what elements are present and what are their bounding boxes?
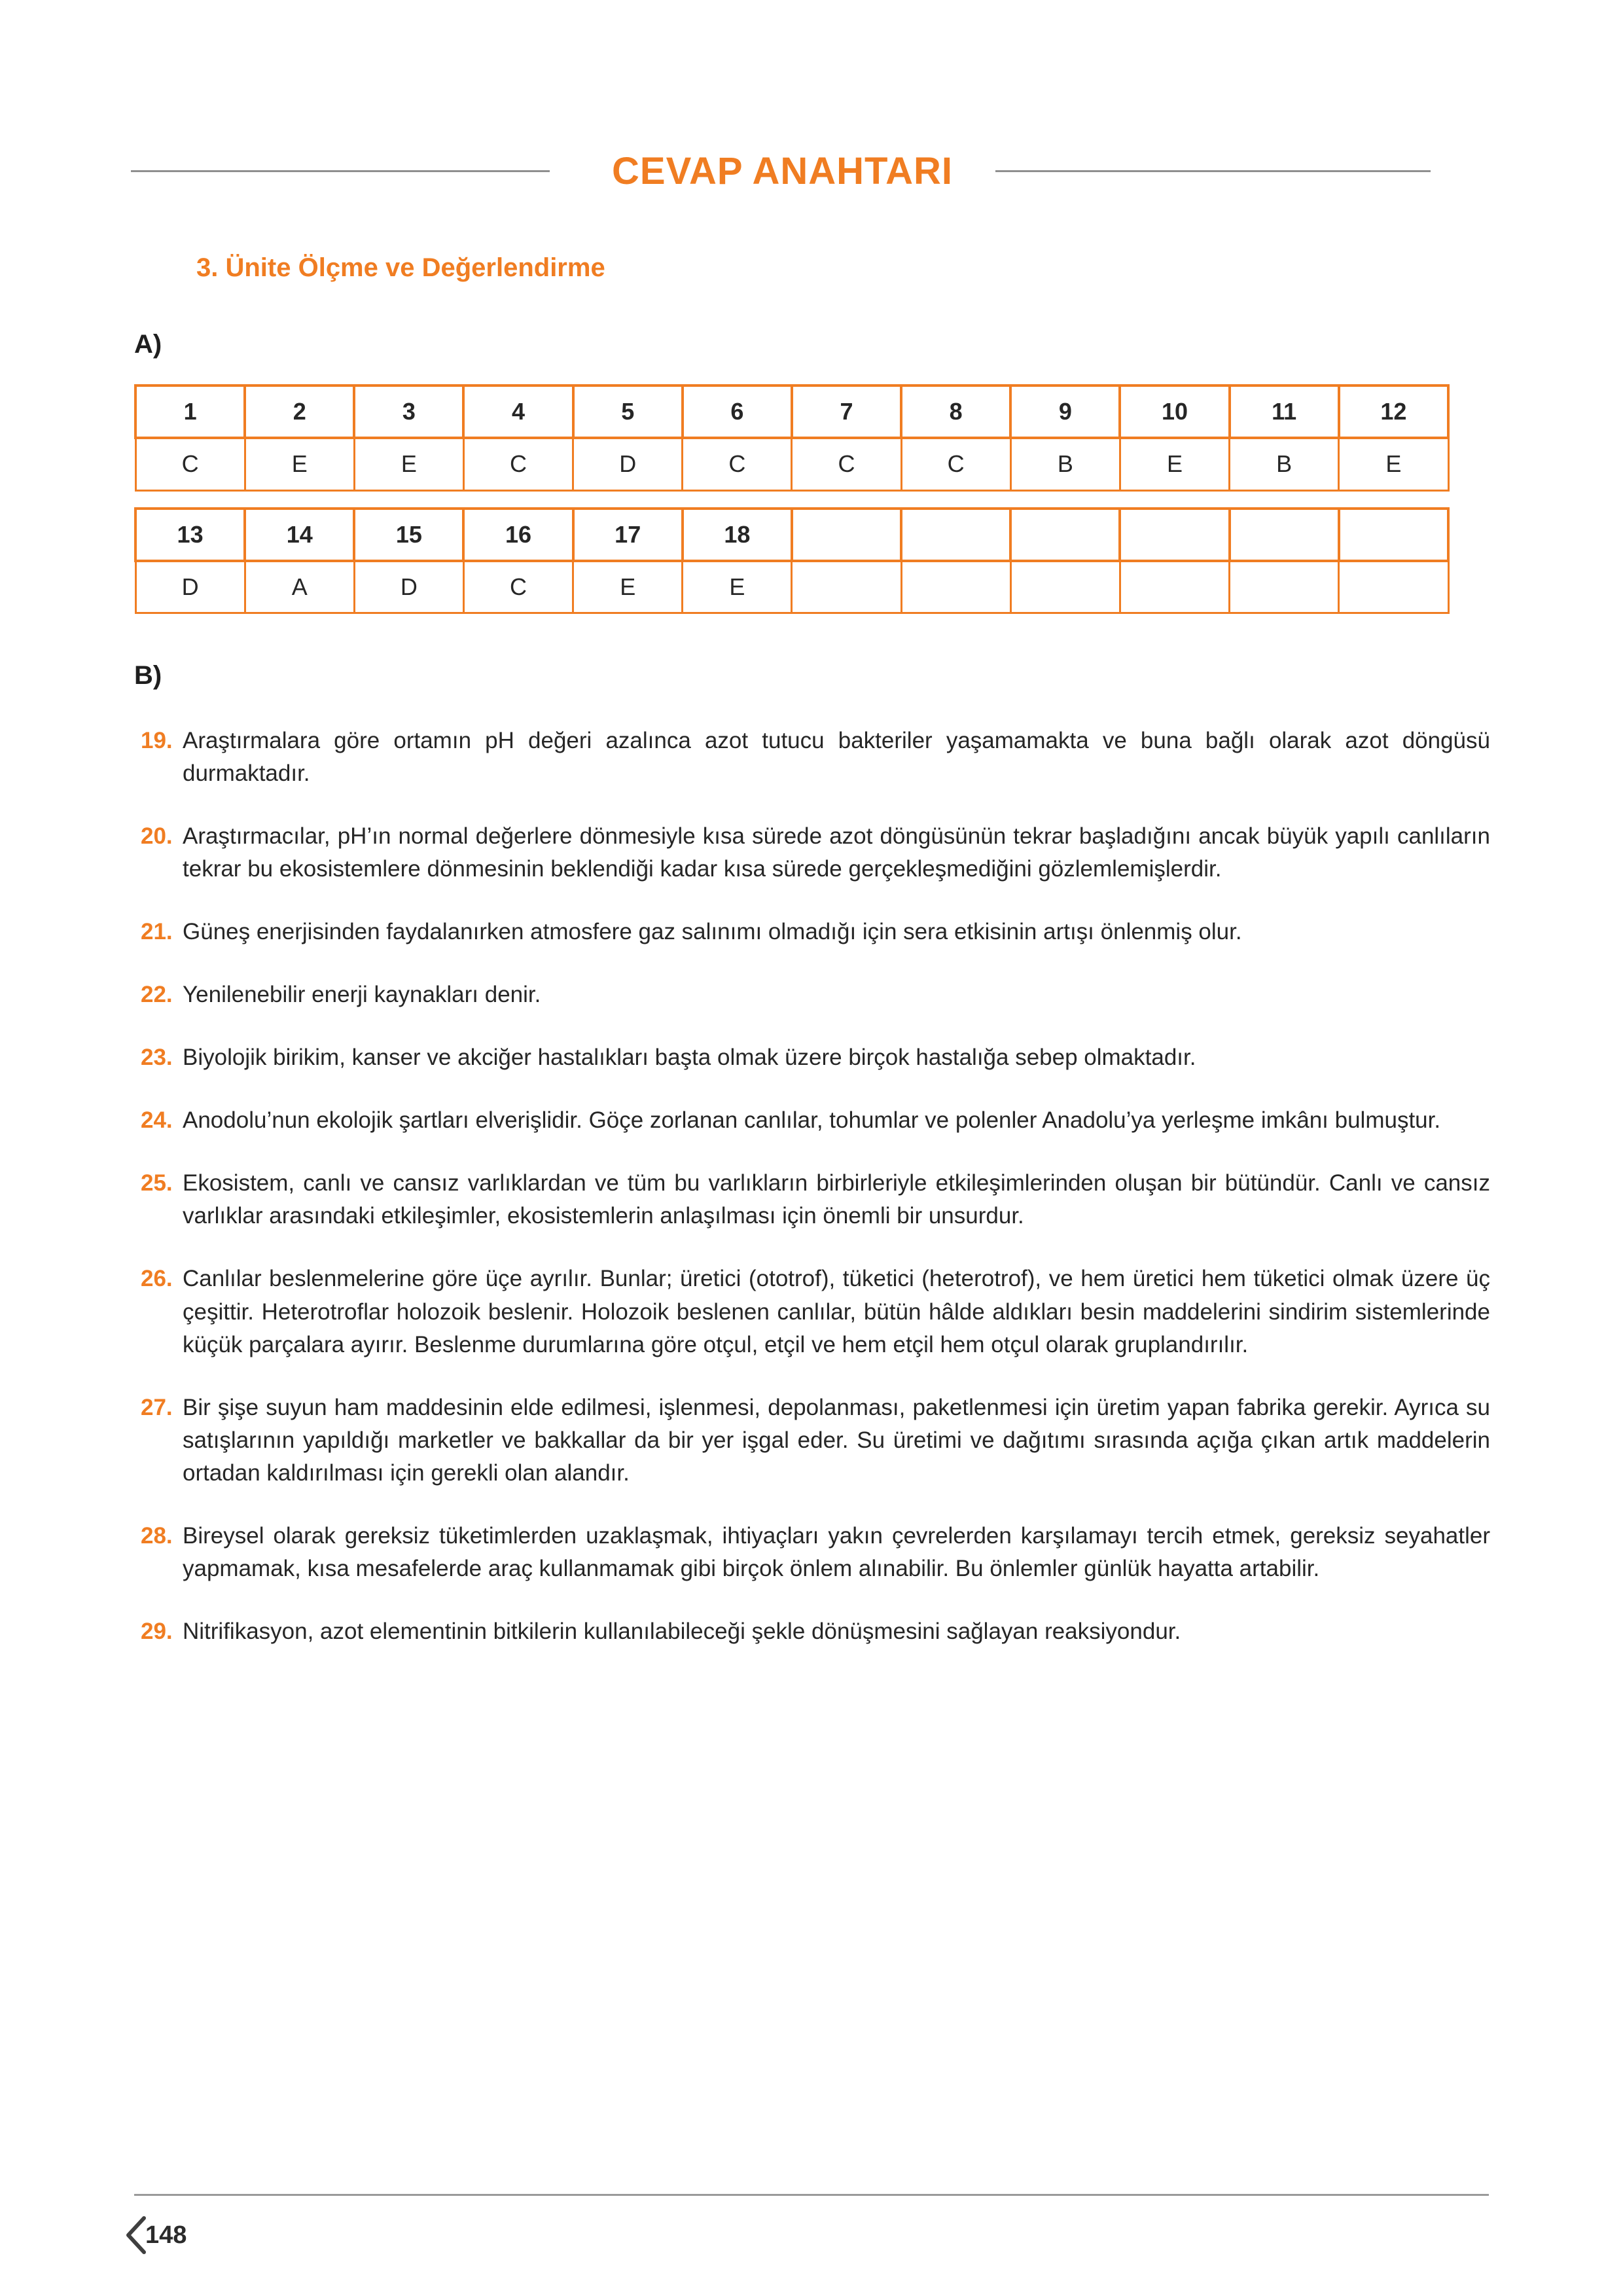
table-cell xyxy=(1230,509,1339,561)
table-cell: C xyxy=(792,438,901,490)
table-cell xyxy=(1120,509,1229,561)
table-cell xyxy=(1120,561,1229,613)
table-cell: B xyxy=(1230,438,1339,490)
answer-number: 26. xyxy=(141,1266,173,1292)
answer-list xyxy=(141,725,1490,1648)
table-cell: C xyxy=(463,438,573,490)
answer-number: 24. xyxy=(141,1107,173,1134)
answer-number: 28. xyxy=(141,1522,173,1549)
table-row-headers xyxy=(135,386,1448,438)
answer-text: Yenilenebilir enerji kaynakları denir. xyxy=(183,982,541,1008)
table-cell: 5 xyxy=(573,386,683,438)
table-cell: C xyxy=(901,438,1010,490)
answer-text: Araştırmalara göre ortamın pH değeri azalınca azot tutucu bakteriler yaşamamakta ve buna bağlı olarak azot döngüsü durmaktadır. xyxy=(183,728,1490,787)
table-cell: E xyxy=(245,438,354,490)
answer-text: Biyolojik birikim, kanser ve akciğer hastalıkları başta olmak üzere birçok hastalığa sebep olmaktadır. xyxy=(183,1045,1196,1071)
table-cell xyxy=(901,509,1010,561)
page-number-block xyxy=(123,2215,187,2255)
table-cell: 10 xyxy=(1120,386,1229,438)
section-a-label: A) xyxy=(134,330,162,359)
table-cell: E xyxy=(573,561,683,613)
table-cell xyxy=(1010,509,1120,561)
answer-text: Bir şişe suyun ham maddesinin elde edilmesi, işlenmesi, depolanması, paketlenmesi için üretim yapan fabrika gerekir. Ayrıca su satışlarının yapıldığı marketler ve bakkallar da bir yer işgal eder. Su üretimi ve dağıtımı sırasında açığa çıkan artık maddelerin ortadan kaldırılması için gerekli olan alandır. xyxy=(183,1394,1490,1486)
title-divider-right xyxy=(995,170,1431,172)
answer-text: Canlılar beslenmelerine göre üçe ayrılır. Bunlar; üretici (ototrof), tüketici (heterotrof), ve hem üretici hem tüketici olmak üzere üç çeşittir. Heterotroflar holozoik beslenir. Holozoik beslenen canlılar, bütün hâlde aldıkları besin maddelerini sindirim sistemlerinde küçük parçalara ayırır. Beslenme durumlarına göre otçul, etçil ve hem etçil hem otçul olarak gruplandırılır. xyxy=(183,1266,1490,1357)
table-cell xyxy=(1230,561,1339,613)
table-cell: E xyxy=(354,438,463,490)
table-cell xyxy=(1339,509,1448,561)
answer-number: 22. xyxy=(141,982,173,1008)
table-cell: D xyxy=(135,561,245,613)
answer-item xyxy=(141,916,1490,948)
answer-number: 20. xyxy=(141,823,173,850)
table-cell: 18 xyxy=(683,509,792,561)
table-cell: 14 xyxy=(245,509,354,561)
answer-text: Ekosistem, canlı ve cansız varlıklardan ve tüm bu varlıkların birbirleriyle etkileşimlerinden oluşan bir bütündür. Canlı ve cansız varlıklar arasındaki etkileşimler, ekosistemlerin anlaşılması için önemli bir unsurdur. xyxy=(183,1170,1490,1229)
answer-tables xyxy=(134,384,1450,614)
answer-item xyxy=(141,1104,1490,1137)
table-cell: 4 xyxy=(463,386,573,438)
answer-item xyxy=(141,820,1490,886)
table-cell: 16 xyxy=(463,509,573,561)
table-cell: E xyxy=(683,561,792,613)
title-row xyxy=(0,0,1623,193)
section-b-label: B) xyxy=(134,661,162,690)
table-cell: D xyxy=(354,561,463,613)
table-cell: C xyxy=(683,438,792,490)
answer-item xyxy=(141,1041,1490,1074)
table-cell xyxy=(792,561,901,613)
table-row-answers xyxy=(135,438,1448,490)
answer-item xyxy=(141,1520,1490,1585)
page-number: 148 xyxy=(145,2221,187,2249)
answer-text: Bireysel olarak gereksiz tüketimlerden uzaklaşmak, ihtiyaçları yakın çevrelerden karşılamayı tercih etmek, gereksiz seyahatler yapmamak, kısa mesafelerde araç kullanmamak gibi birçok önlem alınabilir. Bu önlemler günlük hayatta artabilir. xyxy=(183,1522,1490,1581)
table-row-headers xyxy=(135,509,1448,561)
table-cell: 11 xyxy=(1230,386,1339,438)
table-cell: B xyxy=(1010,438,1120,490)
answer-item xyxy=(141,1167,1490,1232)
table-cell: 6 xyxy=(683,386,792,438)
page-title: CEVAP ANAHTARI xyxy=(612,150,953,192)
answer-number: 21. xyxy=(141,919,173,945)
table-cell: 9 xyxy=(1010,386,1120,438)
table-row-answers xyxy=(135,561,1448,613)
table-cell: C xyxy=(135,438,245,490)
table-cell xyxy=(901,561,1010,613)
table-cell xyxy=(1339,561,1448,613)
answer-item xyxy=(141,978,1490,1011)
title-divider-left xyxy=(131,170,550,172)
answer-text: Güneş enerjisinden faydalanırken atmosfere gaz salınımı olmadığı için sera etkisinin artışı önlenmiş olur. xyxy=(183,919,1242,945)
answer-text: Nitrifikasyon, azot elementinin bitkilerin kullanılabileceği şekle dönüşmesini sağlayan reaksiyondur. xyxy=(183,1618,1181,1644)
table-cell: 17 xyxy=(573,509,683,561)
table-cell: 12 xyxy=(1339,386,1448,438)
page-chevron-icon xyxy=(123,2215,148,2255)
footer-divider xyxy=(134,2194,1489,2196)
answer-item xyxy=(141,1391,1490,1490)
answer-text: Araştırmacılar, pH’ın normal değerlere dönmesiyle kısa sürede azot döngüsünün tekrar başladığını ancak büyük yapılı canlıların tekrar bu ekosistemlere dönmesinin beklendiği kadar kısa sürede gerçekleşmediğini gözlemlemişlerdir. xyxy=(183,823,1490,882)
answer-table-2 xyxy=(134,507,1450,615)
table-cell: 3 xyxy=(354,386,463,438)
table-cell: D xyxy=(573,438,683,490)
table-cell: C xyxy=(463,561,573,613)
table-cell: 15 xyxy=(354,509,463,561)
table-cell xyxy=(1010,561,1120,613)
answer-number: 29. xyxy=(141,1618,173,1644)
answer-item xyxy=(141,725,1490,790)
answer-number: 27. xyxy=(141,1394,173,1420)
table-cell: A xyxy=(245,561,354,613)
answer-text: Anodolu’nun ekolojik şartları elverişlidir. Göçe zorlanan canlılar, tohumlar ve polenler Anadolu’ya yerleşme imkânı bulmuştur. xyxy=(183,1107,1441,1134)
table-cell: E xyxy=(1120,438,1229,490)
answer-number: 19. xyxy=(141,728,173,753)
answer-item xyxy=(141,1263,1490,1361)
answer-number: 23. xyxy=(141,1045,173,1071)
table-cell: 2 xyxy=(245,386,354,438)
table-cell: 13 xyxy=(135,509,245,561)
table-cell xyxy=(792,509,901,561)
answer-number: 25. xyxy=(141,1170,173,1196)
table-cell: 1 xyxy=(135,386,245,438)
table-cell: 8 xyxy=(901,386,1010,438)
unit-subtitle: 3. Ünite Ölçme ve Değerlendirme xyxy=(196,253,605,282)
table-cell: E xyxy=(1339,438,1448,490)
answer-item xyxy=(141,1615,1490,1648)
table-cell: 7 xyxy=(792,386,901,438)
answer-table-1 xyxy=(134,384,1450,492)
